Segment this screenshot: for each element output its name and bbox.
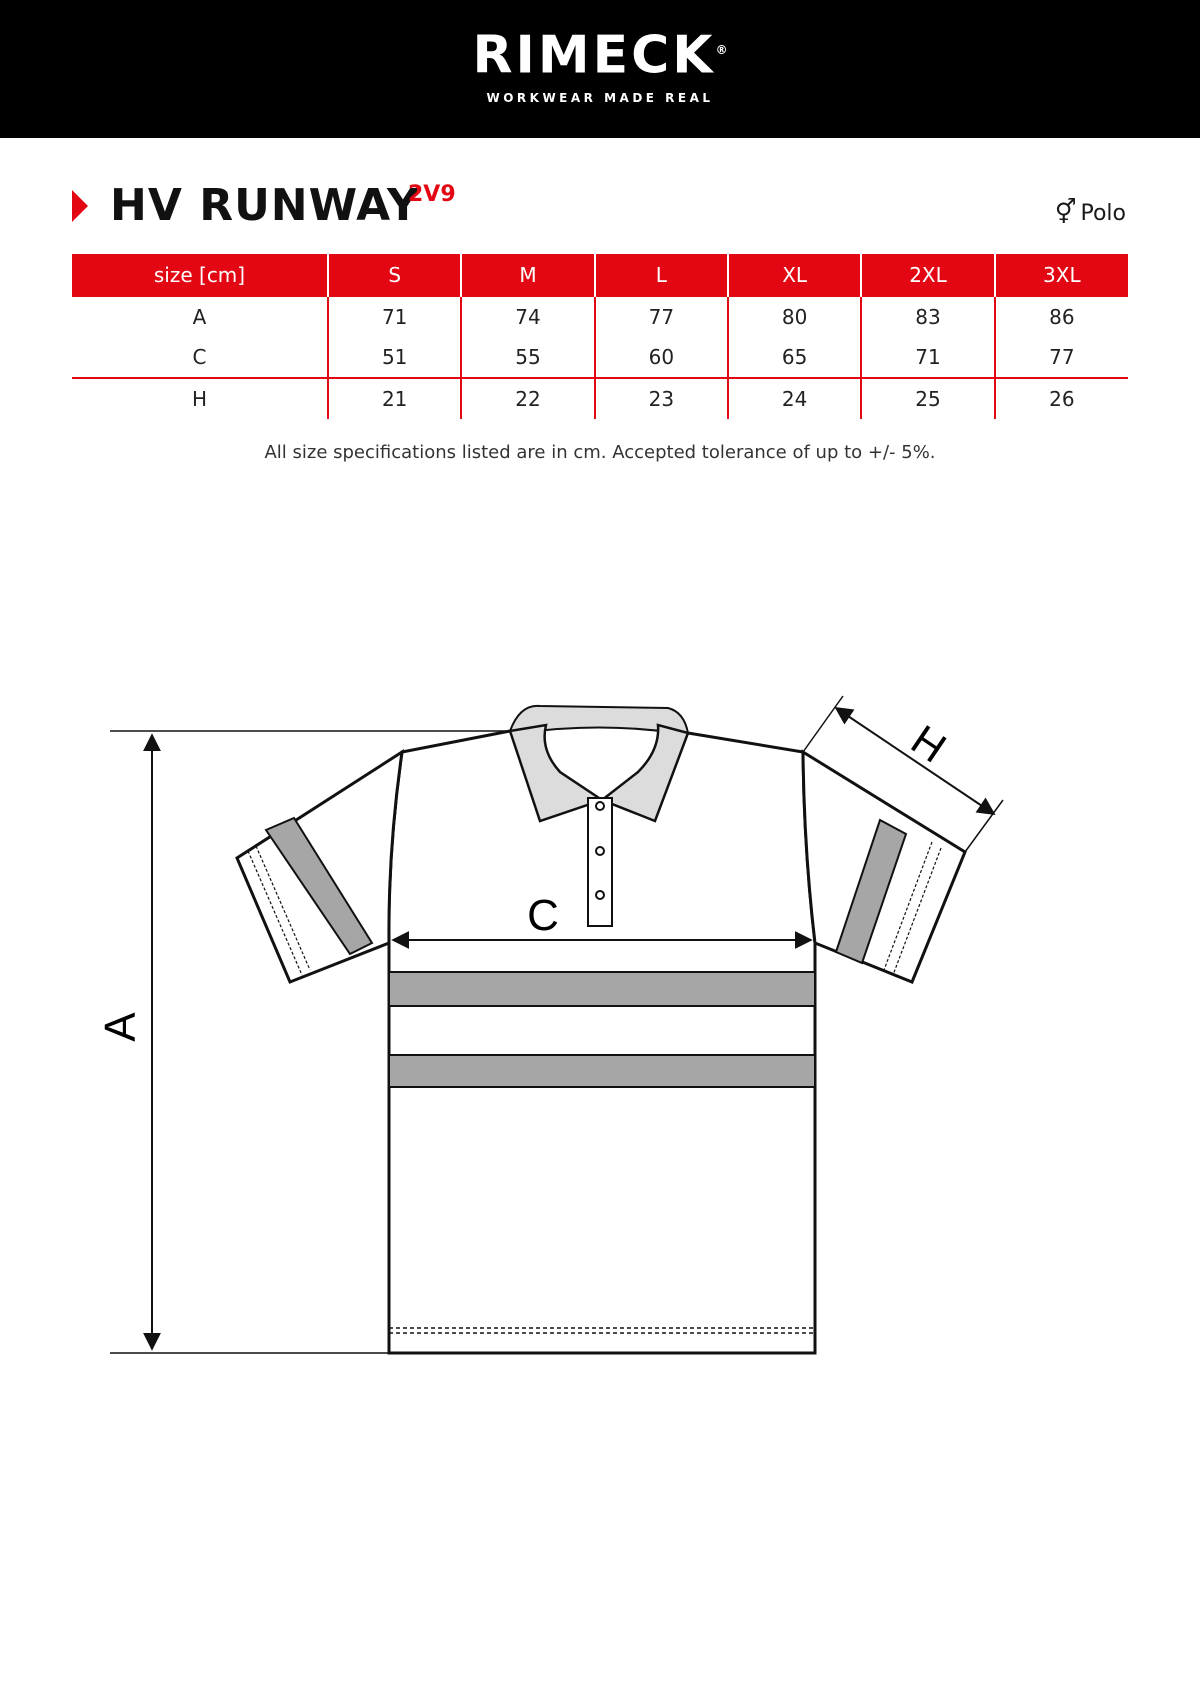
- product-type: [1055, 198, 1126, 226]
- body-reflective-band-lower: [389, 1055, 815, 1087]
- cell-value: 22: [461, 378, 594, 419]
- button-icon: [596, 802, 604, 810]
- placket: [588, 798, 612, 926]
- measure-h-extension: [803, 696, 843, 752]
- header-size: 2XL: [861, 254, 994, 296]
- cell-value: 86: [995, 296, 1128, 337]
- cell-value: 71: [328, 296, 461, 337]
- row-label: C: [192, 345, 207, 369]
- measure-a-label: A: [96, 1012, 145, 1042]
- header-size: XL: [728, 254, 861, 296]
- unisex-icon: ⚥: [1054, 198, 1077, 226]
- cell-value: 24: [728, 378, 861, 419]
- table-row: [72, 337, 1128, 378]
- cell-value: 74: [461, 296, 594, 337]
- row-label: H: [72, 378, 328, 419]
- cell-value: 21: [328, 378, 461, 419]
- header-size: 3XL: [995, 254, 1128, 296]
- tolerance-note: All size specifications listed are in cm. Accepted tolerance of up to +/- 5%.: [264, 442, 936, 463]
- size-table: [72, 254, 1128, 419]
- product-name: HV RUNWAY: [110, 180, 420, 231]
- size-table-header: [72, 254, 1128, 296]
- body-reflective-band-upper: [389, 972, 815, 1006]
- cell-value: 25: [861, 378, 994, 419]
- cell-value: 55: [461, 337, 594, 378]
- button-icon: [596, 847, 604, 855]
- header-size: M: [461, 254, 594, 296]
- cell-value: 83: [861, 296, 994, 337]
- header-size: S: [328, 254, 461, 296]
- product-type-label: Polo: [1080, 201, 1126, 226]
- cell-value: 51: [328, 337, 461, 378]
- cell-value: 65: [728, 337, 861, 378]
- header-size-cm: size [cm]: [72, 254, 328, 296]
- brand-name: RIMECK: [472, 25, 716, 86]
- table-row: [72, 296, 1128, 337]
- row-label: A: [72, 296, 328, 337]
- button-icon: [596, 891, 604, 899]
- measure-c-label: C: [527, 891, 559, 940]
- cell-value: 71: [861, 337, 994, 378]
- brand-header: [0, 0, 1200, 138]
- cell-value: 77: [595, 296, 728, 337]
- measure-h-label: H: [903, 715, 955, 772]
- cell-value: 23: [595, 378, 728, 419]
- product-code: 2V9: [408, 182, 456, 207]
- cell-value: 80: [728, 296, 861, 337]
- title-arrow-icon: [72, 190, 88, 222]
- cell-value: 60: [595, 337, 728, 378]
- registered-mark: ®: [715, 43, 728, 57]
- brand-tagline: WORKWEAR MADE REAL: [486, 91, 714, 105]
- cell-value: 77: [995, 337, 1128, 378]
- table-row: [72, 378, 1128, 419]
- header-size: L: [595, 254, 728, 296]
- polo-measurement-diagram: [0, 640, 1200, 1400]
- cell-value: 26: [995, 378, 1128, 419]
- brand-logo: [0, 20, 1200, 85]
